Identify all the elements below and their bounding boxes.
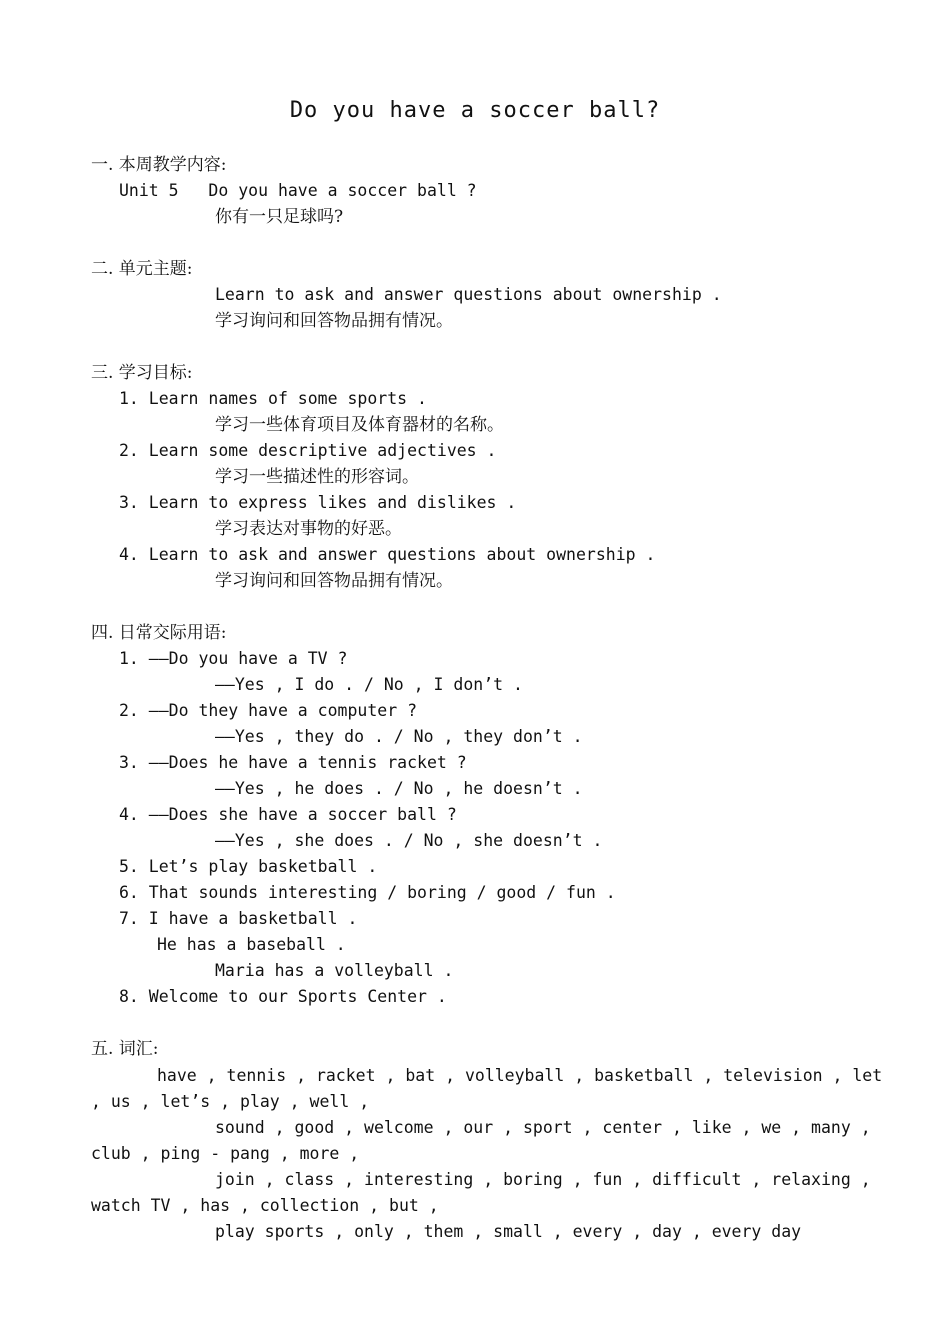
vocabulary-line: watch TV , has , collection , but , (91, 1196, 439, 1215)
vocabulary-line: have , tennis , racket , bat , volleyball , basketball , television , let (157, 1066, 883, 1085)
expression-item: He has a baseball . (157, 935, 346, 954)
expression-answer: ——Yes , she does . / No , she doesn’t . (215, 831, 603, 850)
section-heading-topic: 二. 单元主题: (91, 259, 193, 279)
topic-line: Learn to ask and answer questions about ownership . (215, 285, 722, 304)
unit-line-cn: 你有一只足球吗? (215, 207, 344, 227)
goal-item-cn: 学习一些描述性的形容词。 (215, 467, 419, 487)
expression-question: 1. ——Do you have a TV ? (119, 649, 348, 668)
expression-answer: ——Yes , he does . / No , he doesn’t . (215, 779, 583, 798)
expression-question: 2. ——Do they have a computer ? (119, 701, 418, 720)
vocabulary-line: sound , good , welcome , our , sport , center , like , we , many , (215, 1118, 871, 1137)
vocabulary-line: , us , let’s , play , well , (91, 1092, 370, 1111)
goal-item-cn: 学习询问和回答物品拥有情况。 (215, 571, 453, 591)
expression-item: 8. Welcome to our Sports Center . (119, 987, 447, 1006)
expression-item: Maria has a volleyball . (215, 961, 454, 980)
unit-line: Unit 5 Do you have a soccer ball ? (119, 181, 477, 200)
expression-answer: ——Yes , I do . / No , I don’t . (215, 675, 523, 694)
section-heading-content: 一. 本周教学内容: (91, 155, 227, 175)
vocabulary-line: club , ping - pang , more , (91, 1144, 360, 1163)
expression-item: 7. I have a basketball . (119, 909, 358, 928)
goal-item: 4. Learn to ask and answer questions about ownership . (119, 545, 656, 564)
expression-answer: ——Yes , they do . / No , they don’t . (215, 727, 583, 746)
section-heading-goals: 三. 学习目标: (91, 363, 193, 383)
expression-question: 3. ——Does he have a tennis racket ? (119, 753, 467, 772)
vocabulary-line: join , class , interesting , boring , fun , difficult , relaxing , (215, 1170, 871, 1189)
expression-item: 6. That sounds interesting / boring / good / fun . (119, 883, 616, 902)
topic-line-cn: 学习询问和回答物品拥有情况。 (215, 311, 453, 331)
goal-item: 3. Learn to express likes and dislikes . (119, 493, 517, 512)
section-heading-vocabulary: 五. 词汇: (91, 1039, 159, 1059)
goal-item: 1. Learn names of some sports . (119, 389, 427, 408)
goal-item: 2. Learn some descriptive adjectives . (119, 441, 497, 460)
goal-item-cn: 学习一些体育项目及体育器材的名称。 (215, 415, 504, 435)
expression-question: 4. ——Does she have a soccer ball ? (119, 805, 457, 824)
goal-item-cn: 学习表达对事物的好恶。 (215, 519, 402, 539)
section-heading-expressions: 四. 日常交际用语: (91, 623, 227, 643)
page-title: Do you have a soccer ball? (289, 98, 661, 123)
vocabulary-line: play sports , only , them , small , every , day , every day (215, 1222, 802, 1241)
expression-item: 5. Let’s play basketball . (119, 857, 378, 876)
